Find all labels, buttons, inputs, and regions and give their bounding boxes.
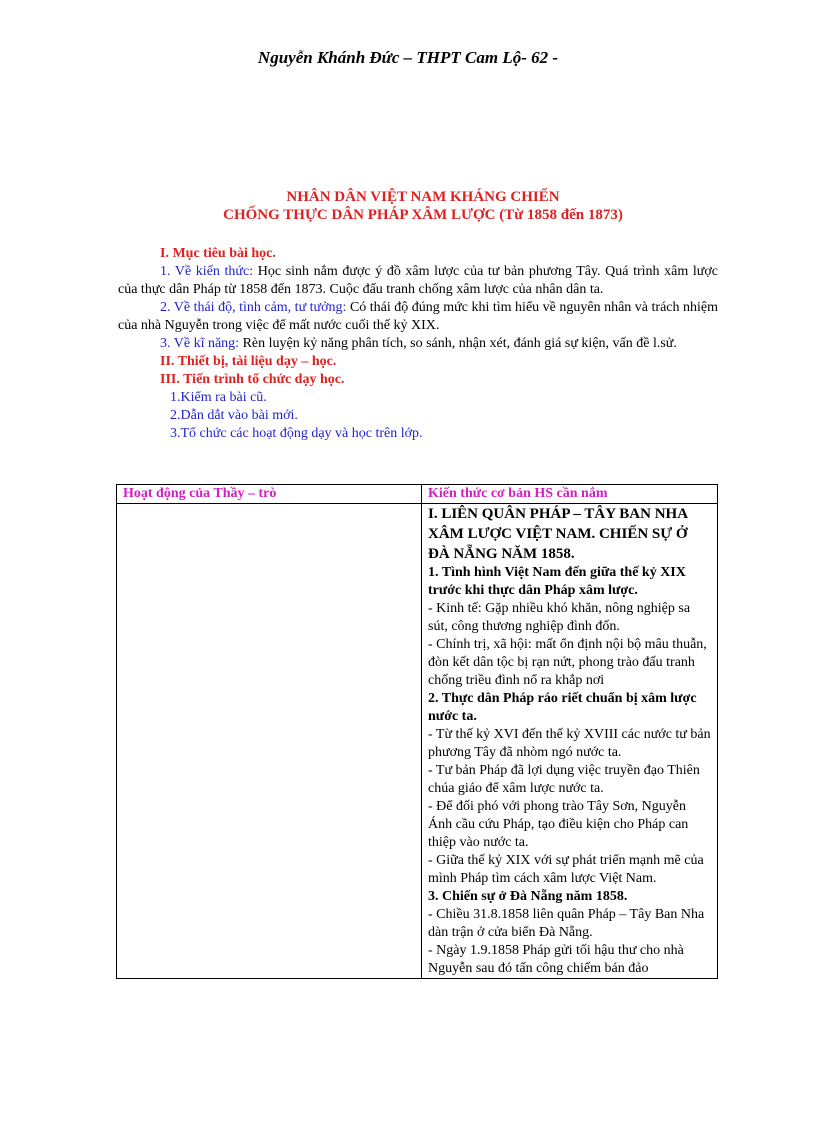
objective-attitude-text: Có thái độ đúng mức khi tìm hiểu về nguyên nhân và trách nhiệm của nhà Nguyễn trong việc để mất nước cuối thế kỷ XIX. (118, 300, 719, 333)
objective-knowledge-text: Học sinh nắm được ý đồ xâm lược của tư bản phương Tây. Quá trình xâm lược của thực dân Pháp từ 1858 đến 1873. Cuộc đấu tranh chống xâm lược của nhân dân ta. (118, 264, 718, 297)
list-item: - Tư bản Pháp đã lợi dụng việc truyền đạo Thiên chúa giáo để xâm lược nước ta. (428, 763, 700, 796)
objective-skills-label: 3. Về kĩ năng: (160, 336, 240, 351)
section-objectives-heading: I. Mục tiêu bài học. (160, 246, 276, 261)
objective-skills-text: Rèn luyện kỷ năng phân tích, so sánh, nhận xét, đánh giá sự kiện, vấn đề l.sử. (242, 336, 677, 351)
list-item: - Từ thế kỷ XVI đến thế kỷ XVIII các nước tư bản phương Tây đã nhòm ngó nước ta. (428, 727, 711, 760)
subheading-1: 1. Tình hình Việt Nam đến giữa thế kỷ XIX trước khi thực dân Pháp xâm lược. (428, 565, 686, 598)
step-2: 2.Dẫn dắt vào bài mới. (170, 408, 298, 423)
lesson-title (0, 188, 816, 224)
lesson-body (118, 245, 718, 443)
table-header-row (117, 485, 718, 504)
step-3: 3.Tổ chức các hoạt động dạy và học trên lớp. (170, 426, 423, 441)
page-header: Nguyễn Khánh Đức – THPT Cam Lộ- 62 - (257, 48, 559, 67)
list-item: - Chính trị, xã hội: mất ổn định nội bộ mâu thuẫn, đòn kết dân tộc bị rạn nứt, phong trào đấu tranh chống triều đình nổ ra khắp nơi (428, 637, 707, 688)
list-item: - Kinh tế: Gặp nhiều khó khăn, nông nghiệp sa sút, công thương nghiệp đình đốn. (428, 601, 691, 634)
title-line-2: CHỐNG THỰC DÂN PHÁP XÂM LƯỢC (Từ 1858 đến 1873) (223, 207, 623, 223)
section-equipment-heading: II. Thiết bị, tài liệu dạy – học. (160, 354, 337, 369)
objective-skills (118, 335, 718, 353)
list-item: - Giữa thế kỷ XIX với sự phát triển mạnh mẽ của mình Pháp tìm cách xâm lược Việt Nam. (428, 853, 704, 886)
knowledge-cell (422, 504, 718, 979)
subheading-3: 3. Chiến sự ở Đà Nẵng năm 1858. (428, 889, 628, 904)
list-item: - Ngày 1.9.1858 Pháp gửi tối hậu thư cho nhà Nguyễn sau đó tấn công chiếm bán đảo (428, 943, 684, 976)
step-1: 1.Kiểm ra bài cũ. (170, 390, 267, 405)
header-knowledge: Kiến thức cơ bản HS cần nắm (422, 485, 718, 504)
header-teacher-student: Hoạt động của Thầy – trò (117, 485, 422, 504)
table-row (117, 504, 718, 979)
objective-knowledge-label: 1. Về kiến thức: (160, 264, 254, 279)
objective-attitude (118, 299, 718, 335)
list-item: - Chiều 31.8.1858 liên quân Pháp – Tây Ban Nha dàn trận ở cửa biển Đà Nẵng. (428, 907, 705, 940)
objective-attitude-label: 2. Về thái độ, tình cảm, tư tưởng: (160, 300, 347, 315)
subheading-2: 2. Thực dân Pháp ráo riết chuẩn bị xâm lược nước ta. (428, 691, 697, 724)
title-line-1: NHÂN DÂN VIỆT NAM KHÁNG CHIẾN (286, 189, 560, 205)
main-heading: I. LIÊN QUÂN PHÁP – TÂY BAN NHA XÂM LƯỢC VIỆT NAM. CHIẾN SỰ Ở ĐÀ NẴNG NĂM 1858. (428, 506, 688, 562)
objective-knowledge (118, 263, 718, 299)
lesson-table (116, 484, 718, 979)
list-item: - Để đối phó với phong trào Tây Sơn, Nguyễn Ánh cầu cứu Pháp, tạo điều kiện cho Pháp can thiệp vào nước ta. (428, 799, 689, 850)
section-process-heading: III. Tiến trình tổ chức dạy học. (160, 372, 345, 387)
activities-cell (117, 504, 422, 979)
